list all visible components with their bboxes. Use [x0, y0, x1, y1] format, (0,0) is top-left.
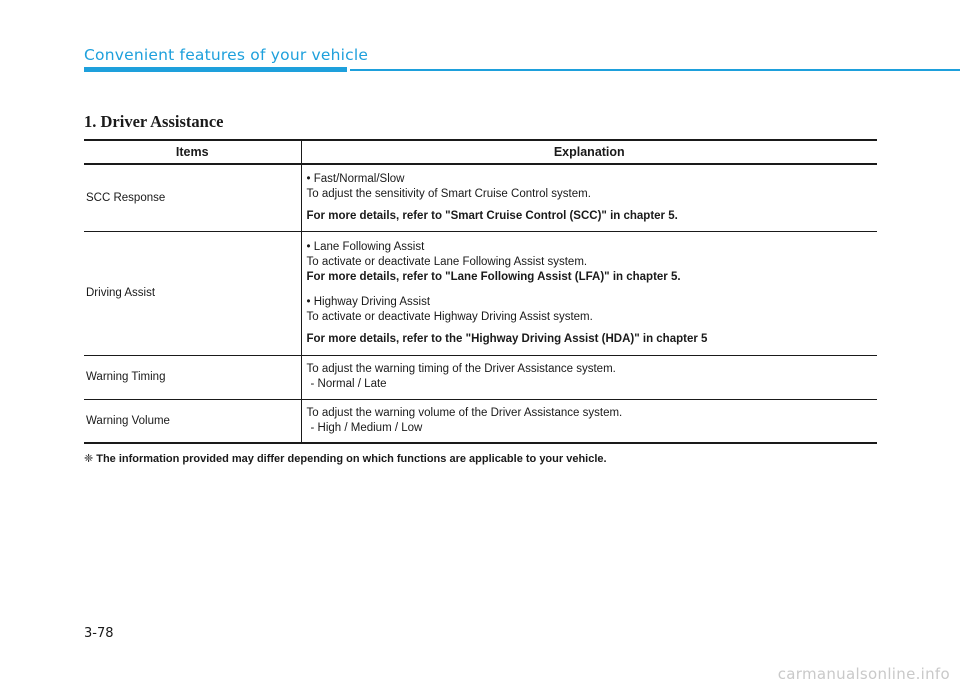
explanation-cell: [301, 355, 877, 399]
explanation-line: • Highway Driving Assist: [306, 295, 431, 308]
page-number: 3-78: [84, 626, 114, 641]
explanation-cell: [301, 164, 877, 231]
table-header-row: [84, 140, 877, 164]
table-row: [84, 399, 877, 443]
watermark: carmanualsonline.info: [777, 665, 950, 683]
explanation-line: To adjust the warning volume of the Driver Assistance system.: [306, 406, 623, 419]
explanation-line: To activate or deactivate Highway Driving Assist system.: [306, 310, 593, 323]
note-symbol-icon: ❈: [84, 452, 94, 465]
column-header-explanation: Explanation: [301, 140, 877, 164]
item-cell: Warning Timing: [84, 355, 301, 399]
explanation-line: To activate or deactivate Lane Following Assist system.: [306, 255, 588, 268]
explanation-line: • Fast/Normal/Slow: [306, 172, 405, 185]
explanation-line: To adjust the sensitivity of Smart Cruise Control system.: [306, 187, 591, 200]
driver-assistance-table: [84, 139, 877, 444]
column-header-items: Items: [84, 140, 301, 164]
option-line: - High / Medium / Low: [310, 421, 423, 434]
footnote-text: The information provided may differ depending on which functions are applicable to your vehicle.: [96, 453, 607, 465]
item-cell: Warning Volume: [84, 399, 301, 443]
table-row: [84, 355, 877, 399]
chapter-header-title: Convenient features of your vehicle: [84, 46, 369, 64]
item-cell: SCC Response: [84, 164, 301, 231]
option-line: - Normal / Late: [310, 378, 387, 390]
header-rule-accent: [84, 67, 347, 72]
reference-line: For more details, refer to the "Highway Driving Assist (HDA)" in chapter 5: [306, 332, 708, 345]
explanation-cell: [301, 231, 877, 355]
item-cell: Driving Assist: [84, 231, 301, 355]
reference-line: For more details, refer to "Lane Following Assist (LFA)" in chapter 5.: [306, 270, 681, 283]
footnote: [84, 452, 607, 465]
section-title: 1. Driver Assistance: [84, 112, 224, 131]
header-rule-line: [350, 69, 960, 71]
explanation-cell: [301, 399, 877, 443]
explanation-line: • Lane Following Assist: [306, 240, 425, 253]
explanation-line: To adjust the warning timing of the Driver Assistance system.: [306, 363, 616, 375]
reference-line: For more details, refer to "Smart Cruise Control (SCC)" in chapter 5.: [306, 209, 678, 222]
table-row: [84, 231, 877, 355]
table-row: [84, 164, 877, 231]
